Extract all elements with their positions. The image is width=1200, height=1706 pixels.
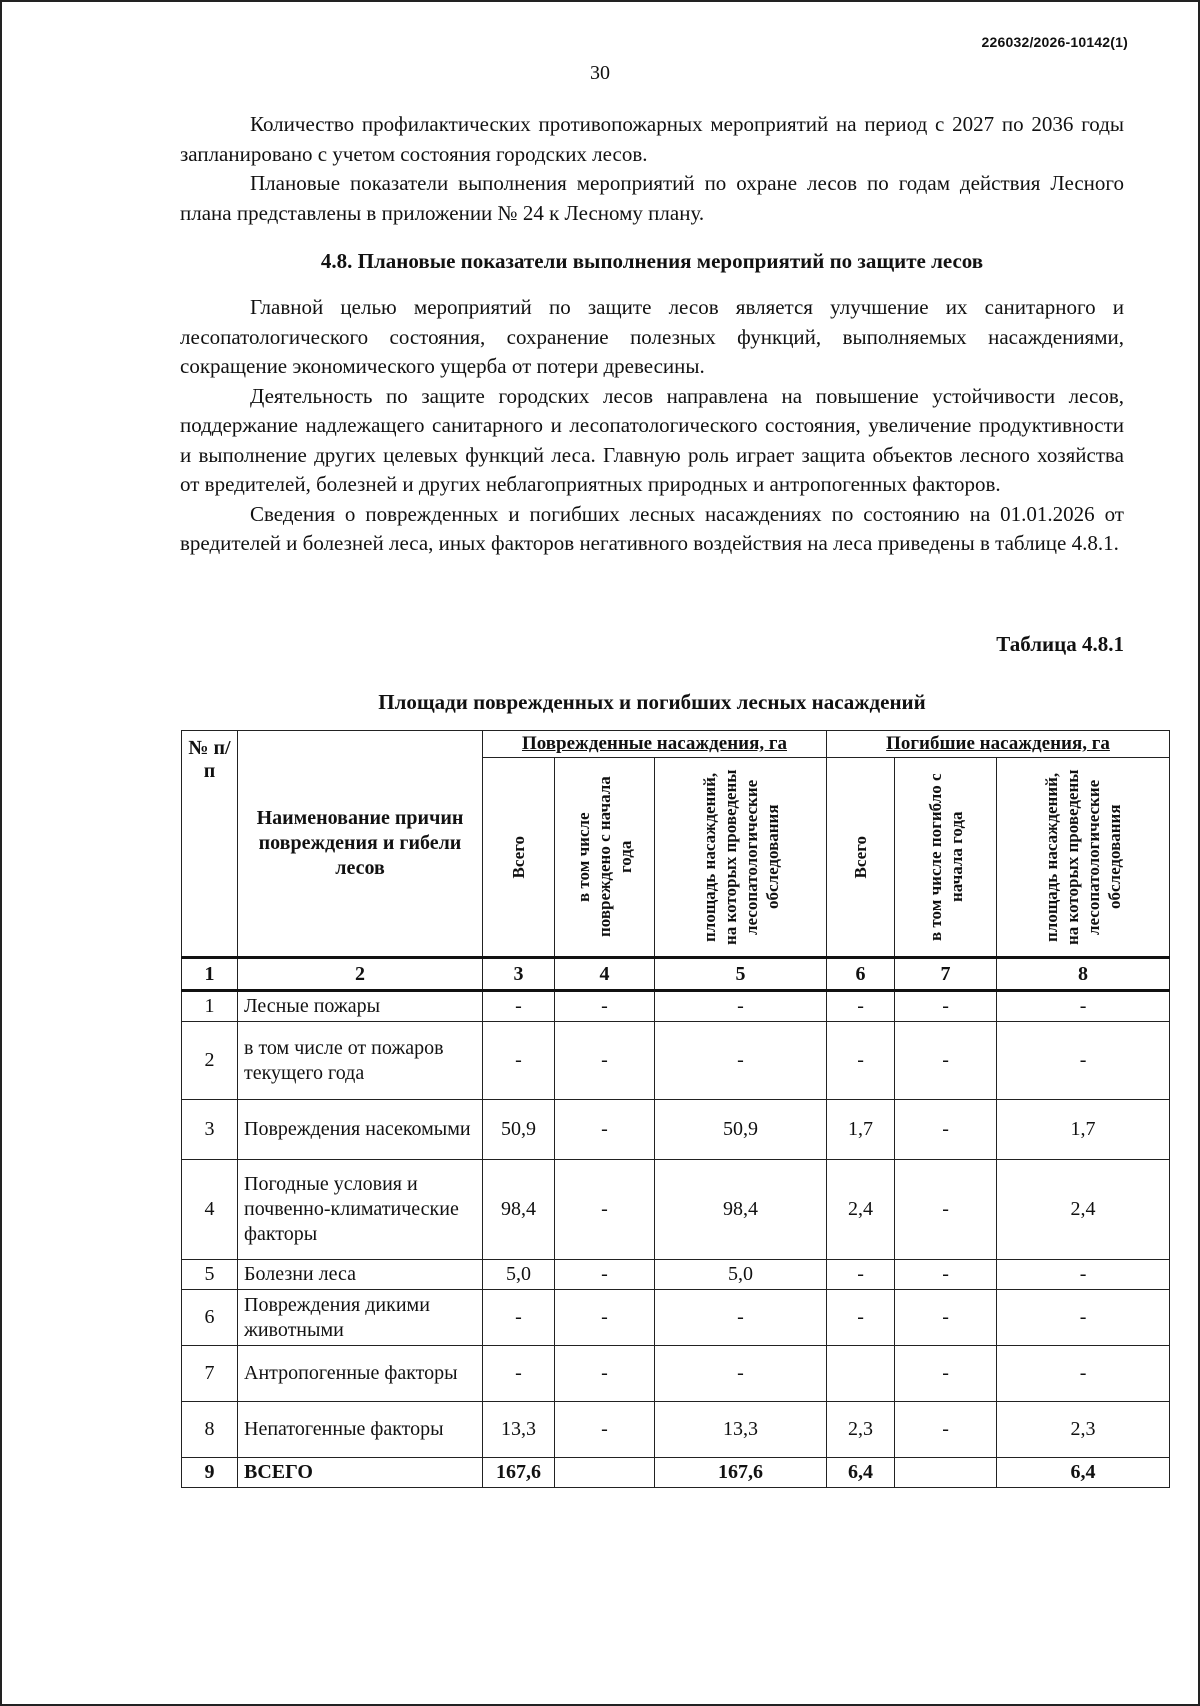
cell-value: 5,0: [483, 1260, 555, 1290]
cell-value: 50,9: [483, 1100, 555, 1160]
cell-value: 6,4: [827, 1458, 895, 1488]
cell-value: -: [555, 1346, 655, 1402]
header-damaged-since: [555, 758, 655, 958]
cell-value: -: [997, 1022, 1170, 1100]
header-dead-since: [895, 758, 997, 958]
paragraph: Количество профилактических противопожарных мероприятий на период с 2027 по 2036 годы запланировано с учетом состояния городских лесов.: [180, 112, 1124, 166]
cell-value: 167,6: [655, 1458, 827, 1488]
cell-value: 1,7: [997, 1100, 1170, 1160]
cell-num: 2: [182, 1022, 238, 1100]
section-heading: 4.8. Плановые показатели выполнения мероприятий по защите лесов: [320, 249, 984, 273]
cell-value: -: [555, 991, 655, 1022]
cell-name: Непатогенные факторы: [238, 1402, 483, 1458]
cell-value: 5,0: [655, 1260, 827, 1290]
cell-value: -: [483, 1022, 555, 1100]
cell-value: -: [483, 1346, 555, 1402]
cell-value: 2,3: [827, 1402, 895, 1458]
column-number: 4: [555, 958, 655, 991]
table-row: [182, 1290, 1170, 1346]
cell-value: -: [895, 1402, 997, 1458]
cell-name: ВСЕГО: [238, 1458, 483, 1488]
cell-value: 167,6: [483, 1458, 555, 1488]
cell-name: Погодные условия и почвенно-климатические факторы: [238, 1160, 483, 1260]
table-row-total: [182, 1458, 1170, 1488]
header-text: в том числе погибло с начала года: [925, 773, 966, 941]
document-id: 226032/2026-10142(1): [981, 34, 1128, 50]
cell-value: -: [895, 1290, 997, 1346]
cell-name: Лесные пожары: [238, 991, 483, 1022]
cell-value: [895, 1458, 997, 1488]
table-row: [182, 1402, 1170, 1458]
cell-num: 8: [182, 1402, 238, 1458]
section-text: [180, 293, 1124, 559]
cell-value: 50,9: [655, 1100, 827, 1160]
table-title: Площади поврежденных и погибших лесных насаждений: [378, 690, 926, 714]
header-damaged-group-text: Поврежденные насаждения, га: [521, 733, 788, 754]
cell-num: 1: [182, 991, 238, 1022]
cell-name: Антропогенные факторы: [238, 1346, 483, 1402]
column-number: 5: [655, 958, 827, 991]
header-damaged-total: [483, 758, 555, 958]
cell-value: 98,4: [483, 1160, 555, 1260]
cell-value: 1,7: [827, 1100, 895, 1160]
cell-num: 7: [182, 1346, 238, 1402]
cell-name: Повреждения дикими животными: [238, 1290, 483, 1346]
column-number: 3: [483, 958, 555, 991]
cell-name: в том числе от пожаров текущего года: [238, 1022, 483, 1100]
header-dead-total: [827, 758, 895, 958]
table-row: [182, 1346, 1170, 1402]
cell-value: -: [483, 991, 555, 1022]
cell-num: 4: [182, 1160, 238, 1260]
cell-value: -: [997, 1346, 1170, 1402]
header-text: Всего: [851, 835, 871, 879]
cell-num: 6: [182, 1290, 238, 1346]
header-damaged-surveyed: [655, 758, 827, 958]
paragraph: Сведения о поврежденных и погибших лесных насаждениях по состоянию на 01.01.2026 от вредителей и болезней леса, иных факторов негативного воздействия на леса приведены в таблице 4.8.1.: [180, 501, 1124, 555]
page-number: 30: [590, 62, 610, 84]
intro-text: [180, 110, 1124, 228]
paragraph: Главной целью мероприятий по защите лесов является улучшение их санитарного и лесопатологического состояния, сохранение полезных функций, выполняемых насаждениями, сокращение экономического ущерба от потери древесины.: [180, 295, 1124, 378]
cell-name: Повреждения насекомыми: [238, 1100, 483, 1160]
cell-value: -: [997, 1260, 1170, 1290]
cell-value: -: [555, 1100, 655, 1160]
cell-num: 9: [182, 1458, 238, 1488]
cell-value: 13,3: [483, 1402, 555, 1458]
header-damaged-group: [483, 731, 827, 758]
cell-value: 13,3: [655, 1402, 827, 1458]
cell-value: -: [555, 1160, 655, 1260]
table-row: [182, 1260, 1170, 1290]
column-number: 2: [238, 958, 483, 991]
cell-value: 6,4: [997, 1458, 1170, 1488]
cell-value: 98,4: [655, 1160, 827, 1260]
table-row: [182, 1160, 1170, 1260]
cell-value: -: [483, 1290, 555, 1346]
paragraph: Деятельность по защите городских лесов направлена на повышение устойчивости лесов, поддержание надлежащего санитарного и лесопатологического состояния, увеличение продуктивности и выполнение других целевых функций леса. Главную роль играет защита объектов лесного хозяйства от вредителей, болезней и других неблагоприятных природных и антропогенных факторов.: [180, 383, 1124, 496]
cell-value: -: [895, 1346, 997, 1402]
cell-value: -: [827, 1290, 895, 1346]
cell-value: 2,3: [997, 1402, 1170, 1458]
cell-value: -: [655, 1022, 827, 1100]
paragraph: Плановые показатели выполнения мероприятий по охране лесов по годам действия Лесного плана представлены в приложении № 24 к Лесному плану.: [180, 171, 1124, 225]
header-num: № п/п: [182, 731, 238, 958]
cell-value: -: [895, 1260, 997, 1290]
cell-value: -: [555, 1260, 655, 1290]
cell-value: -: [827, 1022, 895, 1100]
cell-value: -: [895, 991, 997, 1022]
column-number: 1: [182, 958, 238, 991]
table-row: [182, 991, 1170, 1022]
cell-value: -: [895, 1100, 997, 1160]
header-name: Наименование причин повреждения и гибели лесов: [238, 731, 483, 958]
header-dead-group-text: Погибшие насаждения, га: [886, 733, 1110, 754]
header-text: в том числе повреждено с начала года: [574, 776, 635, 938]
cell-num: 5: [182, 1260, 238, 1290]
column-number: 8: [997, 958, 1170, 991]
cell-value: -: [895, 1160, 997, 1260]
column-number: 6: [827, 958, 895, 991]
cell-value: [827, 1346, 895, 1402]
cell-num: 3: [182, 1100, 238, 1160]
cell-value: -: [997, 991, 1170, 1022]
cell-value: 2,4: [827, 1160, 895, 1260]
header-text: площадь насаждений, на которых проведены лесопатологические обследования: [1042, 769, 1125, 945]
header-text: площадь насаждений, на которых проведены лесопатологические обследования: [699, 769, 782, 945]
cell-value: -: [555, 1290, 655, 1346]
cell-value: 2,4: [997, 1160, 1170, 1260]
header-text: Всего: [509, 835, 528, 879]
header-dead-surveyed: [997, 758, 1170, 958]
cell-value: -: [655, 1290, 827, 1346]
cell-value: -: [555, 1022, 655, 1100]
table-label: Таблица 4.8.1: [996, 632, 1124, 656]
cell-value: [555, 1458, 655, 1488]
table-row: [182, 1022, 1170, 1100]
table-row: [182, 1100, 1170, 1160]
cell-value: -: [655, 991, 827, 1022]
cell-value: -: [555, 1402, 655, 1458]
cell-value: -: [997, 1290, 1170, 1346]
cell-value: -: [827, 1260, 895, 1290]
column-number: 7: [895, 958, 997, 991]
cell-value: -: [827, 991, 895, 1022]
cell-name: Болезни леса: [238, 1260, 483, 1290]
header-dead-group: [827, 731, 1170, 758]
cell-value: -: [655, 1346, 827, 1402]
damage-table: [181, 730, 1170, 1488]
cell-value: -: [895, 1022, 997, 1100]
column-number-row: [182, 958, 1170, 991]
